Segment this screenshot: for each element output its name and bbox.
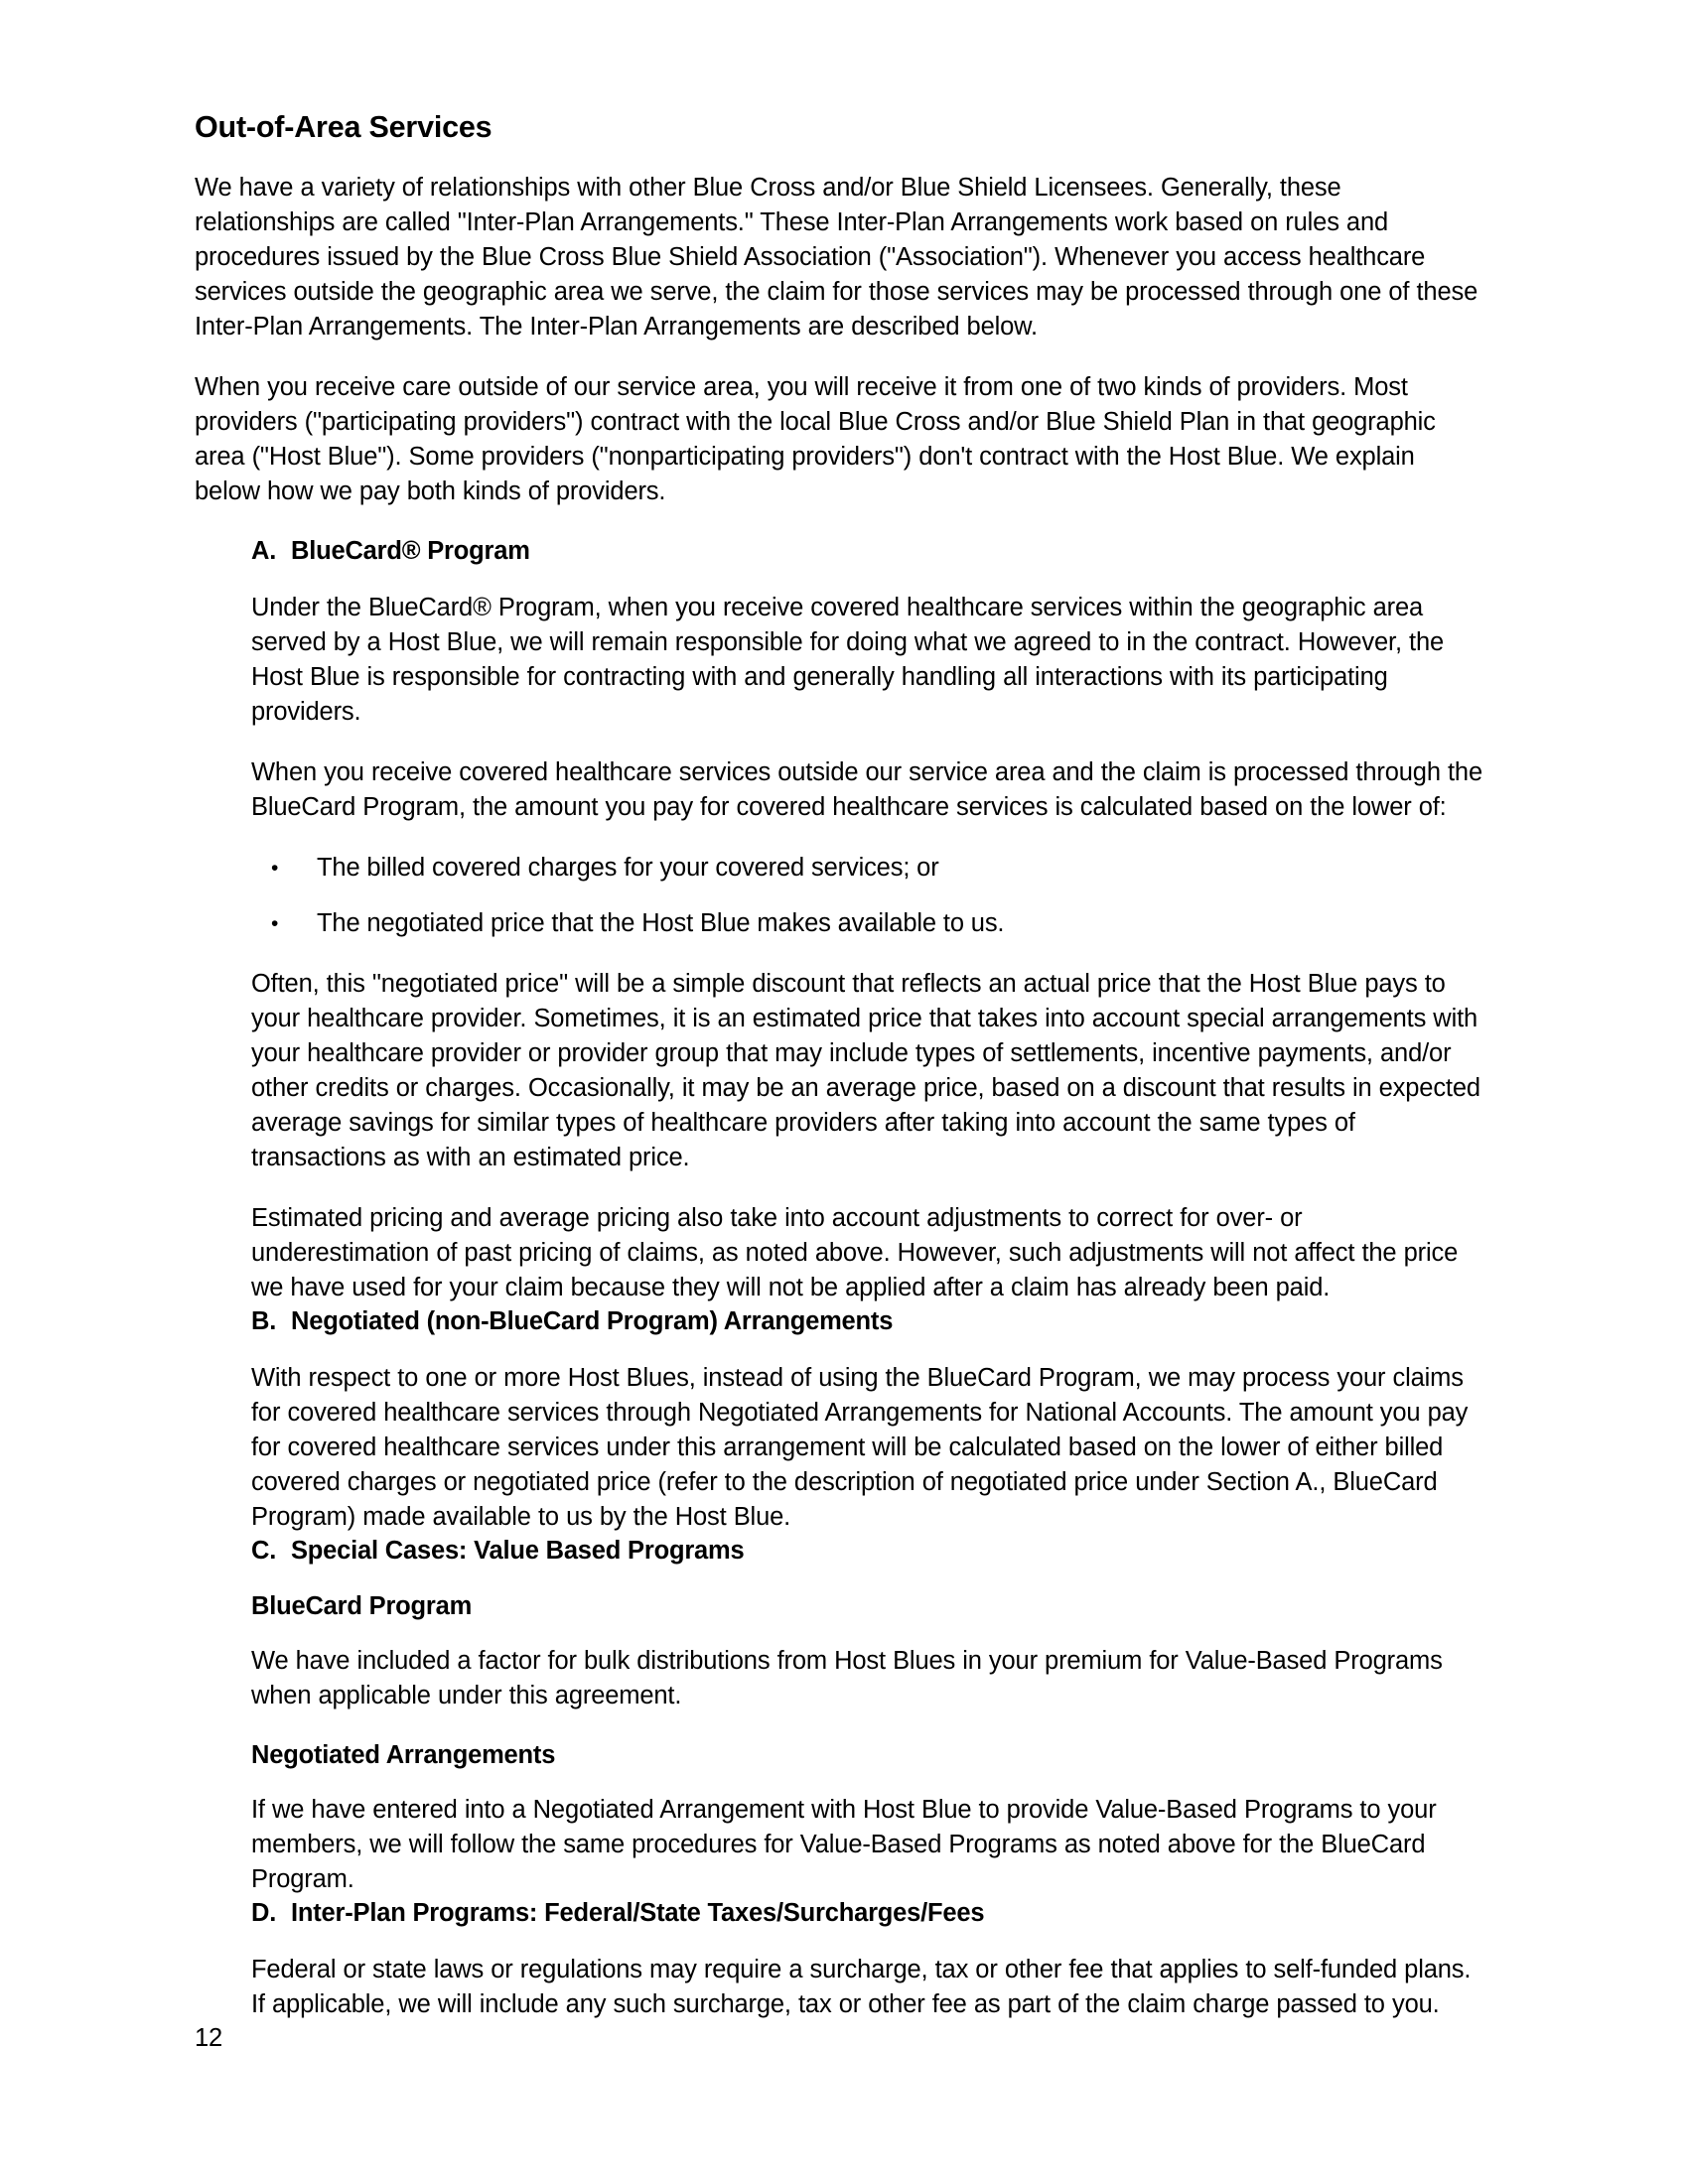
list-item-text: The billed covered charges for your covered services; or <box>317 853 939 882</box>
section-d-heading-text: Inter-Plan Programs: Federal/State Taxes/Surcharges/Fees <box>291 1898 985 1927</box>
section-c-subheading-bluecard: BlueCard Program <box>251 1591 473 1620</box>
section-d-heading <box>251 1897 1485 1929</box>
section-c-heading-text: Special Cases: Value Based Programs <box>291 1536 745 1565</box>
section-c-paragraph-2: If we have entered into a Negotiated Arrangement with Host Blue to provide Value-Based Programs to your members, we will follow the same procedures for Value-Based Programs as noted above for the BlueCard Program. <box>251 1795 1437 1893</box>
page-number: 12 <box>195 2024 223 2052</box>
section-a-paragraph-1: Under the BlueCard® Program, when you receive covered healthcare services within the geographic area served by a Host Blue, we will remain responsible for doing what we agreed to in the contract. However, the Host Blue is responsible for contracting with and generally handling all interactions with its participating providers. <box>251 593 1445 726</box>
section-a-heading <box>251 535 1485 567</box>
section-b <box>251 1305 1485 1535</box>
section-c <box>251 1535 1485 1897</box>
section-d <box>251 1897 1485 2022</box>
intro-paragraph-1: We have a variety of relationships with other Blue Cross and/or Blue Shield Licensees. Generally, these relationships are called "Inter-Plan Arrangements." These Inter-Plan Arrangements work based on rules and procedures issued by the Blue Cross Blue Shield Association ("Association"). Whenever you access healthcare services outside the geographic area we serve, the claim for those services may be processed through one of these Inter-Plan Arrangements. The Inter-Plan Arrangements are described below. <box>195 173 1478 341</box>
section-b-paragraph-1: With respect to one or more Host Blues, instead of using the BlueCard Program, we may process your claims for covered healthcare services through Negotiated Arrangements for National Accounts. The amount you pay for covered healthcare services under this arrangement will be calculated based on the lower of either billed covered charges or negotiated price (refer to the description of negotiated price under Section A., BlueCard Program) made available to us by the Host Blue. <box>251 1363 1469 1531</box>
section-a <box>251 535 1485 1305</box>
intro-paragraph-2: When you receive care outside of our service area, you will receive it from one of two kinds of providers. Most providers ("participating providers") contract with the local Blue Cross and/or Blue Shield Plan in that geographic area ("Host Blue"). Some providers ("nonparticipating providers") don't contract with the Host Blue. We explain below how we pay both kinds of providers. <box>195 372 1436 505</box>
bullet-icon: • <box>271 856 279 880</box>
section-d-paragraph-1: Federal or state laws or regulations may require a surcharge, tax or other fee that applies to self-funded plans. If applicable, we will include any such surcharge, tax or other fee as part of the claim charge passed to you. <box>251 1955 1472 2018</box>
section-a-paragraph-2: When you receive covered healthcare services outside our service area and the claim is processed through the BlueCard Program, the amount you pay for covered healthcare services is calculated based on the lower of: <box>251 757 1482 821</box>
section-c-paragraph-1: We have included a factor for bulk distributions from Host Blues in your premium for Value-Based Programs when applicable under this agreement. <box>251 1646 1443 1709</box>
section-a-letter: A. <box>251 536 277 565</box>
section-a-bullet-list <box>251 851 1485 941</box>
document-content <box>195 111 1485 2022</box>
section-c-letter: C. <box>251 1536 277 1565</box>
section-b-letter: B. <box>251 1306 277 1335</box>
section-c-heading <box>251 1535 1485 1567</box>
list-item <box>251 851 1485 886</box>
section-b-heading <box>251 1305 1485 1337</box>
section-c-subheading-negotiated: Negotiated Arrangements <box>251 1740 556 1769</box>
bullet-icon: • <box>271 911 279 935</box>
section-d-letter: D. <box>251 1898 277 1927</box>
section-a-paragraph-4: Estimated pricing and average pricing also take into account adjustments to correct for over- or underestimation of past pricing of claims, as noted above. However, such adjustments will not affect the price we have used for your claim because they will not be applied after a claim has already been paid. <box>251 1203 1459 1301</box>
list-item <box>251 906 1485 941</box>
section-a-heading-text: BlueCard® Program <box>291 536 530 565</box>
section-a-paragraph-3: Often, this "negotiated price" will be a simple discount that reflects an actual price that the Host Blue pays to your healthcare provider. Sometimes, it is an estimated price that takes into account special arrangements with your healthcare provider or provider group that may include types of settlements, incentive payments, and/or other credits or charges. Occasionally, it may be an average price, based on a discount that results in expected average savings for similar types of healthcare providers after taking into account the same types of transactions as with an estimated price. <box>251 969 1480 1171</box>
page-title: Out-of-Area Services <box>195 110 492 144</box>
list-item-text: The negotiated price that the Host Blue makes available to us. <box>317 908 1005 937</box>
section-b-heading-text: Negotiated (non-BlueCard Program) Arrangements <box>291 1306 894 1335</box>
